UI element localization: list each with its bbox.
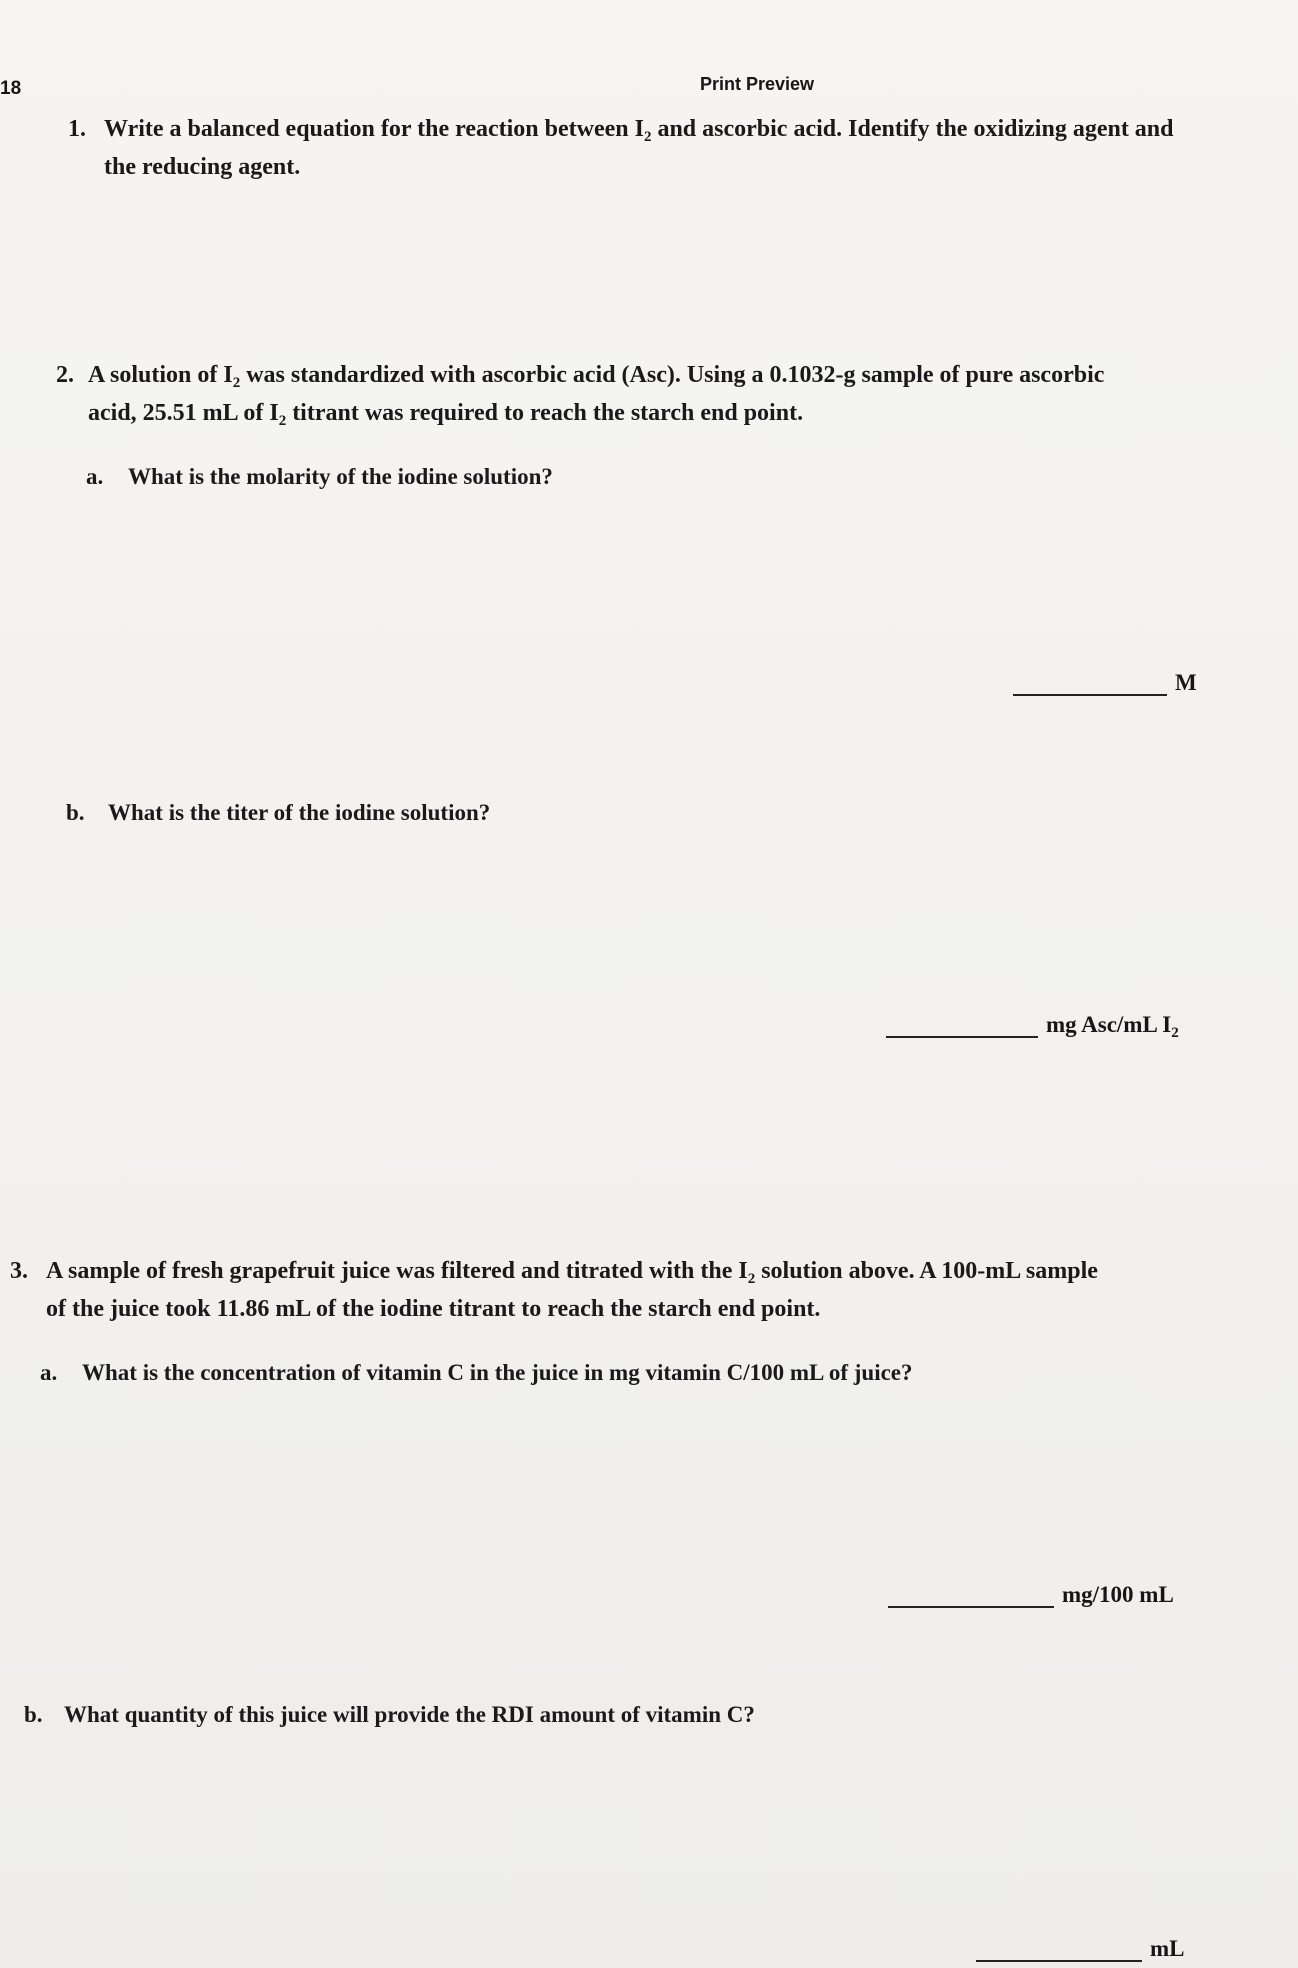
question-2a (86, 464, 553, 490)
question-2a-text: What is the molarity of the iodine solution? (128, 464, 553, 489)
question-3 (10, 1252, 1098, 1328)
answer-3a-blank[interactable] (888, 1584, 1054, 1608)
question-2-number: 2. (56, 362, 74, 388)
question-2-line-2-a: acid, 25.51 mL of I (88, 400, 279, 426)
question-1 (68, 110, 1174, 186)
answer-2a (1013, 670, 1197, 696)
question-3-number: 3. (10, 1258, 28, 1284)
question-3-text-b: solution above. A 100-mL sample (755, 1258, 1098, 1284)
answer-2b-blank[interactable] (886, 1014, 1038, 1038)
question-1-subscript: 2 (643, 129, 652, 145)
answer-3a-unit: mg/100 mL (1062, 1582, 1174, 1607)
question-2 (56, 356, 1104, 432)
question-2-text-b: was standardized with ascorbic acid (Asc). Using a 0.1032-g sample of pure ascorbic (240, 362, 1105, 388)
question-2b-letter: b. (66, 800, 85, 825)
question-2-line-2-subscript: 2 (278, 413, 287, 429)
answer-3a (888, 1582, 1174, 1608)
question-2-text-a: A solution of I (88, 362, 233, 388)
answer-2a-blank[interactable] (1013, 672, 1167, 696)
question-1-text-b: and ascorbic acid. Identify the oxidizing agent and (651, 116, 1174, 142)
answer-2a-unit: M (1175, 670, 1197, 695)
answer-3b-blank[interactable] (976, 1938, 1142, 1962)
question-2b (66, 800, 490, 826)
question-3b-text: What quantity of this juice will provide the RDI amount of vitamin C? (64, 1702, 755, 1727)
question-1-line-2: the reducing agent. (104, 154, 301, 180)
answer-3b (976, 1936, 1185, 1962)
question-3b-letter: b. (24, 1702, 43, 1727)
question-3a (40, 1360, 913, 1386)
question-1-text-a: Write a balanced equation for the reaction between I (104, 116, 644, 142)
question-2a-letter: a. (86, 464, 104, 489)
question-3a-letter: a. (40, 1360, 58, 1385)
answer-2b-unit-subscript: 2 (1171, 1025, 1179, 1041)
question-3-line-2: of the juice took 11.86 mL of the iodine titrant to reach the starch end point. (46, 1296, 821, 1322)
page-number: 18 (0, 78, 22, 99)
question-2b-text: What is the titer of the iodine solution? (108, 800, 491, 825)
question-2-line-2-b: titrant was required to reach the starch end point. (286, 400, 804, 426)
answer-2b (886, 1012, 1179, 1041)
question-3-text-a: A sample of fresh grapefruit juice was filtered and titrated with the I (46, 1258, 748, 1284)
answer-2b-unit-a: mg Asc/mL I (1046, 1012, 1172, 1037)
question-3-subscript: 2 (747, 1271, 756, 1287)
question-2-subscript: 2 (232, 375, 241, 391)
print-preview-header: Print Preview (700, 74, 815, 94)
question-3a-text: What is the concentration of vitamin C in the juice in mg vitamin C/100 mL of juice? (82, 1360, 913, 1385)
question-3b (24, 1702, 755, 1728)
question-1-number: 1. (68, 116, 86, 142)
answer-3b-unit: mL (1150, 1936, 1185, 1961)
